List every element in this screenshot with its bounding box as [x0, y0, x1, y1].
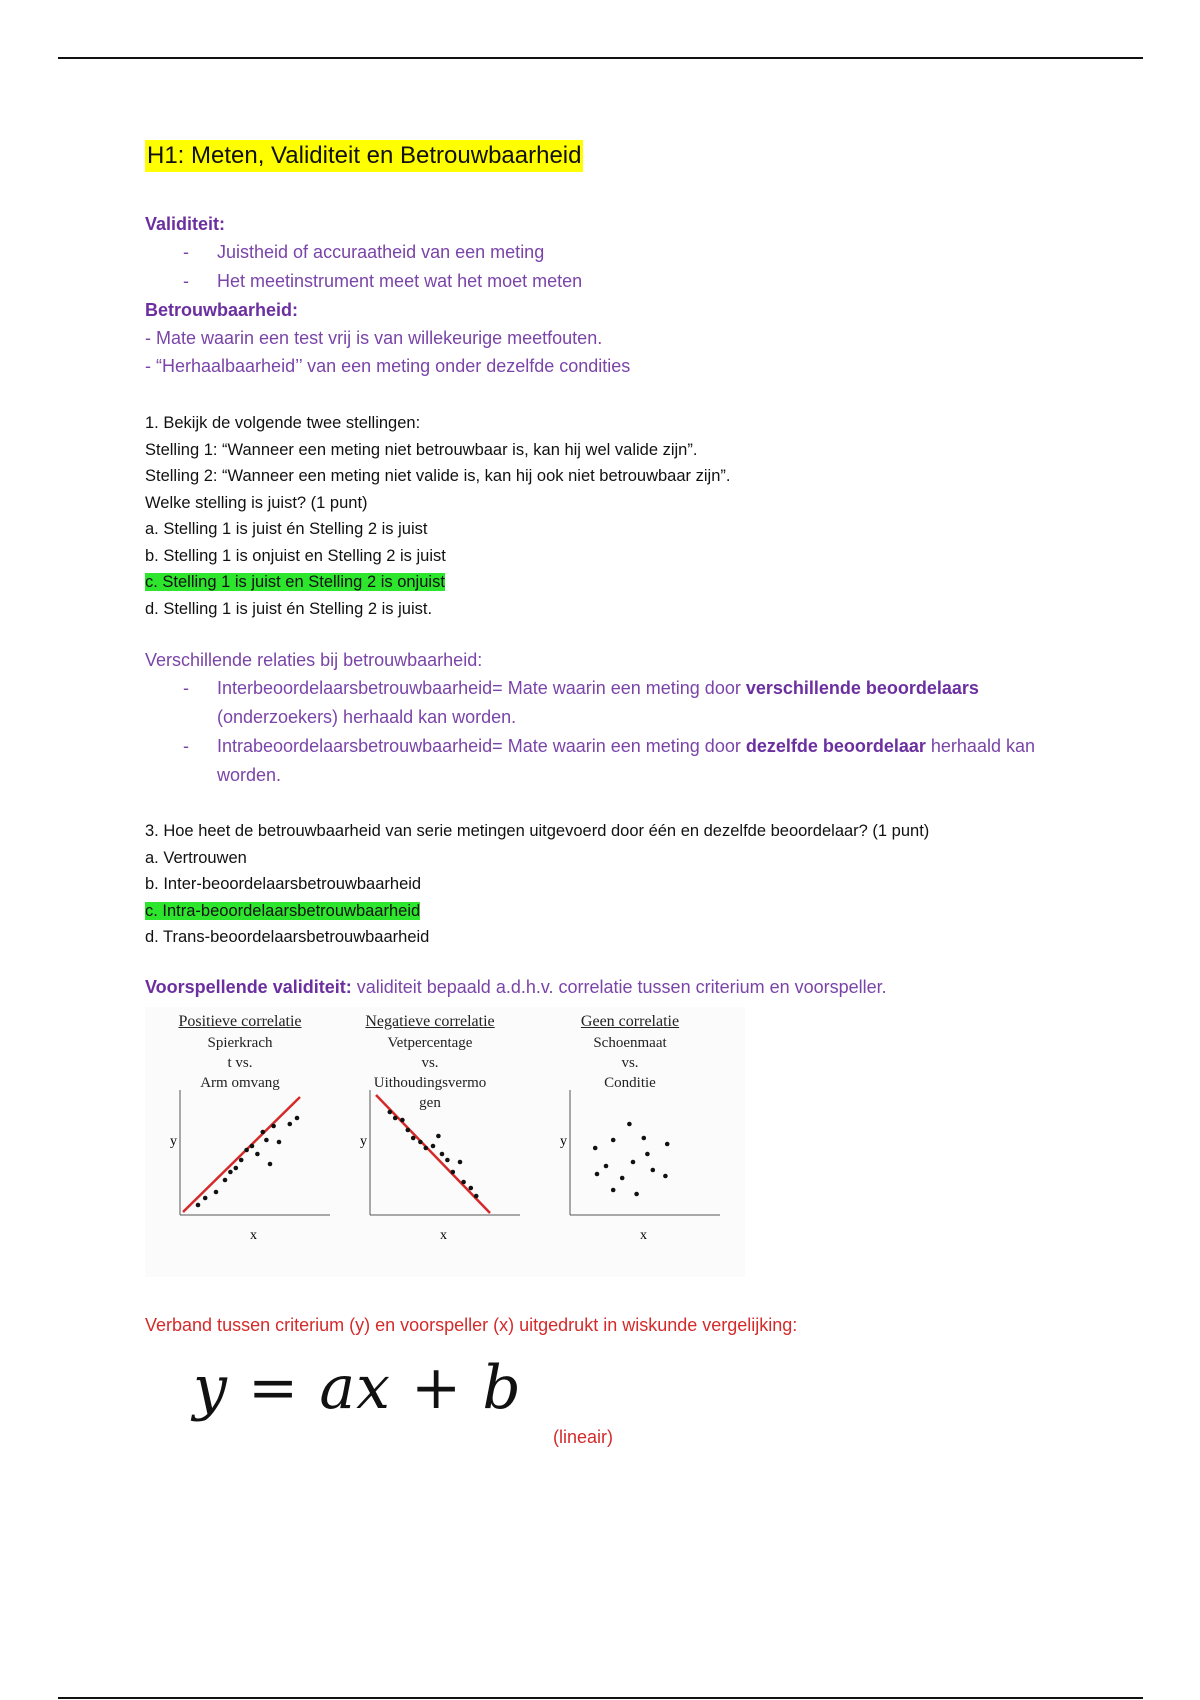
- question1-statement1: Stelling 1: “Wanneer een meting niet betrouwbaar is, kan hij wel valide zijn”.: [145, 440, 698, 459]
- chart-title: Positieve correlatie: [178, 1012, 302, 1030]
- x-axis-label: x: [440, 1227, 447, 1243]
- question1-option-b: b. Stelling 1 is onjuist en Stelling 2 is juist: [145, 546, 446, 565]
- reliability-line: - Mate waarin een test vrij is van willekeurige meetfouten.: [145, 328, 603, 348]
- chart-none: [535, 1007, 725, 1277]
- data-point: [214, 1189, 219, 1194]
- question1-intro: 1. Bekijk de volgende twee stellingen:: [145, 414, 421, 432]
- question3-prompt: 3. Hoe heet de betrouwbaarheid van serie metingen uitgevoerd door één en dezelfde beoordelaar? (1 punt): [145, 822, 930, 840]
- data-point: [436, 1133, 441, 1138]
- question1-option-a: a. Stelling 1 is juist én Stelling 2 is juist: [145, 520, 428, 538]
- chart-title: Geen correlatie: [580, 1012, 680, 1030]
- data-point: [264, 1137, 269, 1142]
- data-point: [451, 1169, 456, 1174]
- data-point: [611, 1137, 616, 1142]
- question1-statement2: Stelling 2: “Wanneer een meting niet valide is, kan hij ook niet betrouwbaar zijn”.: [145, 467, 731, 485]
- scatter-plot-positive: [145, 1087, 335, 1277]
- correlation-figure: [145, 1007, 745, 1277]
- data-point: [445, 1157, 450, 1162]
- data-point: [406, 1127, 411, 1132]
- reliability-line: - “Herhaalbaarheid’’ van een meting onder dezelfde condities: [145, 356, 631, 376]
- data-point: [595, 1171, 600, 1176]
- x-axis-label: x: [640, 1227, 647, 1243]
- data-point: [393, 1115, 398, 1120]
- data-point: [288, 1121, 293, 1126]
- data-point: [620, 1175, 625, 1180]
- question3-option-c-correct: c. Intra-beoordelaarsbetrouwbaarheid: [145, 901, 421, 920]
- question1-prompt: Welke stelling is juist? (1 punt): [145, 493, 368, 512]
- question1-option-c-correct: c. Stelling 1 is juist en Stelling 2 is onjuist: [145, 573, 445, 591]
- data-point: [642, 1135, 647, 1140]
- data-point: [400, 1117, 405, 1122]
- linear-formula: y = ax + b: [193, 1352, 522, 1423]
- data-point: [203, 1195, 208, 1200]
- y-axis-label: y: [560, 1133, 567, 1149]
- predictive-validity-line: Voorspellende validiteit: validiteit bepaald a.d.h.v. correlatie tussen criterium en voorspeller.: [145, 976, 887, 997]
- data-point: [651, 1167, 656, 1172]
- data-point: [611, 1187, 616, 1192]
- question3-option-a: a. Vertrouwen: [145, 848, 247, 867]
- formula-note: (lineair): [553, 1426, 614, 1447]
- scatter-plot-none: [535, 1087, 725, 1277]
- data-point: [604, 1163, 609, 1168]
- data-point: [431, 1143, 436, 1148]
- data-point: [469, 1185, 474, 1190]
- data-point: [627, 1121, 632, 1126]
- data-point: [663, 1173, 668, 1178]
- data-point: [411, 1135, 416, 1140]
- data-point: [234, 1165, 239, 1170]
- y-axis-label: y: [360, 1133, 367, 1149]
- question1-option-d: d. Stelling 1 is juist én Stelling 2 is juist.: [145, 599, 433, 618]
- data-point: [268, 1161, 273, 1166]
- reliability-heading: Betrouwbaarheid:: [145, 300, 299, 320]
- question3-option-d: d. Trans-beoordelaarsbetrouwbaarheid: [145, 928, 430, 946]
- bottom-rule: [58, 1697, 1143, 1699]
- validity-bullet: - Juistheid of accuraatheid van een meting: [183, 242, 545, 262]
- data-point: [424, 1145, 429, 1150]
- question3-option-b: b. Inter-beoordelaarsbetrouwbaarheid: [145, 875, 422, 893]
- relation-line: Verband tussen criterium (y) en voorspeller (x) uitgedrukt in wiskunde vergelijking:: [145, 1314, 798, 1335]
- relations-item-inter: - Interbeoordelaarsbetrouwbaarheid= Mate waarin een meting door verschillende beoordelaars (onderzoekers) herhaald kan worden.: [183, 678, 979, 727]
- page-content: [145, 140, 1075, 1448]
- page-title: H1: Meten, Validiteit en Betrouwbaarheid: [145, 140, 583, 172]
- chart-title: Negatieve correlatie: [365, 1012, 495, 1030]
- data-point: [271, 1123, 276, 1128]
- chart-positive: [145, 1007, 335, 1277]
- data-point: [250, 1143, 255, 1148]
- top-rule: [58, 57, 1143, 59]
- scatter-plot-negative: [335, 1087, 525, 1277]
- data-point: [228, 1169, 233, 1174]
- validity-bullet: - Het meetinstrument meet wat het moet meten: [183, 271, 583, 291]
- data-point: [665, 1141, 670, 1146]
- chart-variables: Vetpercentage vs. Uithoudingsvermo gen: [373, 1034, 487, 1111]
- data-point: [418, 1139, 423, 1144]
- chart-variables: Spierkrach t vs. Arm omvang: [200, 1034, 280, 1091]
- chart-negative: [335, 1007, 525, 1277]
- trend-line: [183, 1097, 300, 1212]
- data-point: [631, 1159, 636, 1164]
- data-point: [223, 1177, 228, 1182]
- data-point: [255, 1151, 260, 1156]
- data-point: [295, 1115, 300, 1120]
- data-point: [261, 1129, 266, 1134]
- data-point: [239, 1157, 244, 1162]
- data-point: [277, 1139, 282, 1144]
- x-axis-label: x: [250, 1227, 257, 1243]
- data-point: [196, 1202, 201, 1207]
- relations-heading: Verschillende relaties bij betrouwbaarheid:: [145, 650, 483, 670]
- chart-variables: Schoenmaat vs. Conditie: [593, 1034, 667, 1091]
- y-axis-label: y: [170, 1133, 177, 1149]
- trend-line: [376, 1095, 490, 1213]
- relations-item-intra: - Intrabeoordelaarsbetrouwbaarheid= Mate waarin een meting door dezelfde beoordelaar herhaald kan worden.: [183, 736, 1035, 785]
- data-point: [645, 1151, 650, 1156]
- data-point: [634, 1191, 639, 1196]
- data-point: [593, 1145, 598, 1150]
- data-point: [461, 1179, 466, 1184]
- data-point: [474, 1193, 479, 1198]
- data-point: [440, 1151, 445, 1156]
- validity-heading: Validiteit:: [145, 214, 226, 234]
- data-point: [458, 1159, 463, 1164]
- data-point: [244, 1147, 249, 1152]
- data-point: [388, 1109, 393, 1114]
